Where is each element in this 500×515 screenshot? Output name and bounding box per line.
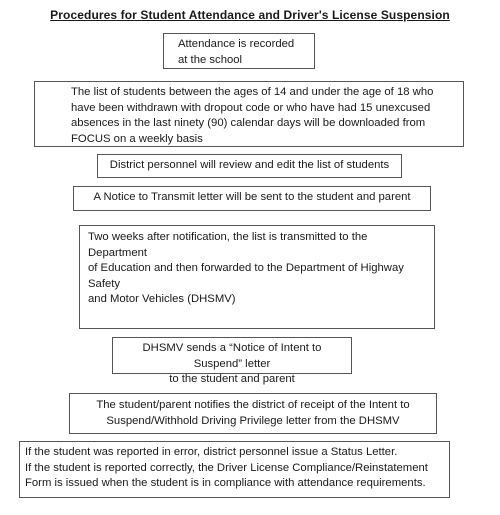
- step-text-line: Form is issued when the student is in compliance with attendance requirements.: [25, 477, 426, 489]
- step-text-line: If the student is reported correctly, the Driver License Compliance/Reinstatement: [25, 461, 428, 474]
- step-text-line: absences in the last ninety (90) calendar days will be downloaded from: [71, 117, 426, 129]
- step-student-list-download: [34, 81, 464, 147]
- step-text-line: Attendance is recorded: [178, 38, 295, 50]
- step-parent-notifies: [69, 393, 437, 434]
- step-dhsmv-notice: [112, 337, 352, 385]
- step-text-line: at the school: [178, 53, 243, 66]
- page-title: Procedures for Student Attendance and Driver's License Suspension: [50, 8, 450, 22]
- step-text-line: and Motor Vehicles (DHSMV): [88, 293, 236, 305]
- step-text-line: The list of students between the ages of 14 and under the age of 18 who: [71, 86, 434, 98]
- step-notice-to-transmit: [73, 186, 431, 211]
- step-text-line: to the student and parent: [169, 373, 295, 385]
- step-text-line: have been withdrawn with dropout code or who have had 15 unexcused: [71, 101, 431, 114]
- step-text-line: FOCUS on a weekly basis: [71, 132, 203, 145]
- step-text-line: Two weeks after notification, the list is transmitted to the Department: [88, 231, 368, 259]
- step-text-line: The student/parent notifies the district of receipt of the Intent to: [96, 399, 410, 411]
- step-text-line: of Education and then forwarded to the Department of Highway Safety: [88, 262, 404, 290]
- step-text-line: District personnel will review and edit the list of students: [109, 159, 390, 171]
- step-text-line: If the student was reported in error, district personnel issue a Status Letter.: [25, 446, 398, 458]
- step-text-line: Suspend/Withhold Driving Privilege letter from the DHSMV: [106, 414, 400, 427]
- step-district-review: [97, 154, 402, 178]
- step-list-transmitted: [79, 225, 435, 329]
- step-text-line: A Notice to Transmit letter will be sent to the student and parent: [93, 191, 411, 203]
- step-attendance-recorded: [163, 33, 315, 69]
- step-text-line: DHSMV sends a “Notice of Intent to Suspend” letter: [142, 342, 322, 370]
- step-outcome: [19, 441, 450, 498]
